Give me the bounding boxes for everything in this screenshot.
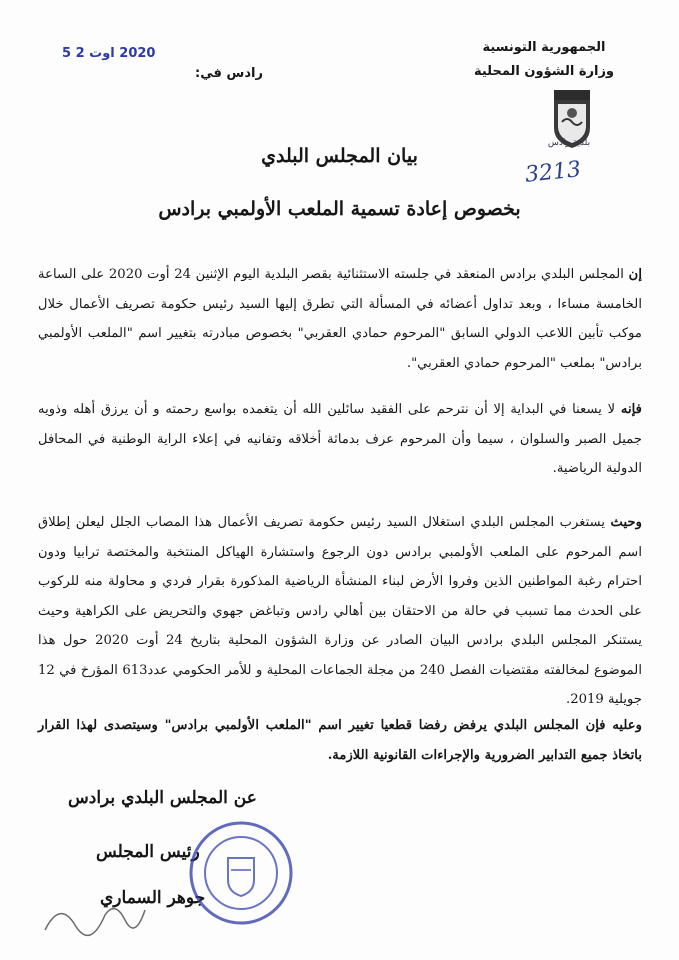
handwritten-signature-icon [40, 890, 150, 950]
paragraph-1-text: المجلس البلدي برادس المنعقد في جلسته الاستثنائية بقصر البلدية اليوم الإثنين 24 أوت 2020 على الساعة الخامسة مساءا ، وبعد تداول أعضائه في المسألة التي تطرق إليها السيد رئيس حكومة تصريف الأعمال خلال موكب تأبين اللاعب الدولي السابق "المرحوم حمادي العقربي" بخصوص مبادرته بتغيير اسم "الملعب الأولمبي برادس" بملعب "المرحوم حمادي العقربي". [38, 267, 642, 371]
place-label: رادس في: [195, 66, 263, 81]
paragraph-4-text: وعليه فإن المجلس البلدي يرفض رفضا قطعيا تغيير اسم "الملعب الأولمبي برادس" وسيتصدى لهذا القرار باتخاذ جميع التدابير الضرورية والإجراءات القانونية اللازمة. [38, 718, 642, 763]
paragraph-2-text: لا يسعنا في البداية إلا أن نترحم على الفقيد سائلين الله أن يتغمده بواسع رحمته و أن يرزق أهله وذويه جميل الصبر والسلوان ، سيما وأن المرحوم عرف بدماثة أخلاقه وتفانيه في إعلاء الراية الوطنية في المحافل الدولية الرياضية. [38, 402, 642, 476]
paragraph-3-lead: وحيث [610, 515, 642, 530]
handwritten-reference-number: 3213 [523, 157, 583, 188]
document-title: بيان المجلس البلدي [261, 145, 418, 167]
official-stamp-icon [186, 818, 296, 928]
paragraph-1 [38, 260, 642, 378]
paragraph-3 [38, 508, 642, 715]
municipality-caption: بلدية رادس [547, 138, 591, 148]
date-stamp: 2020 اوت 2 5 [62, 46, 156, 61]
signature-line-title: رئيس المجلس [96, 842, 200, 862]
signature-line-council: عن المجلس البلدي برادس [68, 788, 257, 808]
ministry-name: وزارة الشؤون المحلية [473, 64, 615, 79]
paragraph-1-lead: إن [628, 267, 642, 282]
letterhead [444, 36, 644, 84]
republic-name: الجمهورية التونسية [482, 40, 606, 55]
paragraph-4 [38, 711, 642, 770]
paragraph-2 [38, 395, 642, 484]
document-subtitle: بخصوص إعادة تسمية الملعب الأولمبي برادس [158, 198, 521, 220]
signature-line-name: جوهر السماري [100, 888, 206, 908]
paragraph-2-lead: فإنه [620, 402, 642, 417]
paragraph-3-text: يستغرب المجلس البلدي استغلال السيد رئيس حكومة تصريف الأعمال هذا المصاب الجلل ليعلن إطلاق اسم المرحوم على الملعب الأولمبي برادس دون الرجوع واستشارة الهياكل المنتخبة والمختصة ترابيا ودون احترام رغبة المواطنين الذين وفروا الأرض لبناء المنشأة الرياضية المذكورة بقرار فردي و محاولة منه للركوب على الحدث مما تسبب في حالة من الاحتقان بين أهالي رادس وتباغض جهوي والتحريض على الكراهية وحيث يستنكر المجلس البلدي برادس البيان الصادر عن وزارة الشؤون المحلية بتاريخ 24 أوت 2020 حول هذا الموضوع لمخالفته مقتضيات الفصل 240 من مجلة الجماعات المحلية و للأمر الحكومي عدد613 المؤرخ في 12 جويلية 2019. [38, 515, 642, 707]
